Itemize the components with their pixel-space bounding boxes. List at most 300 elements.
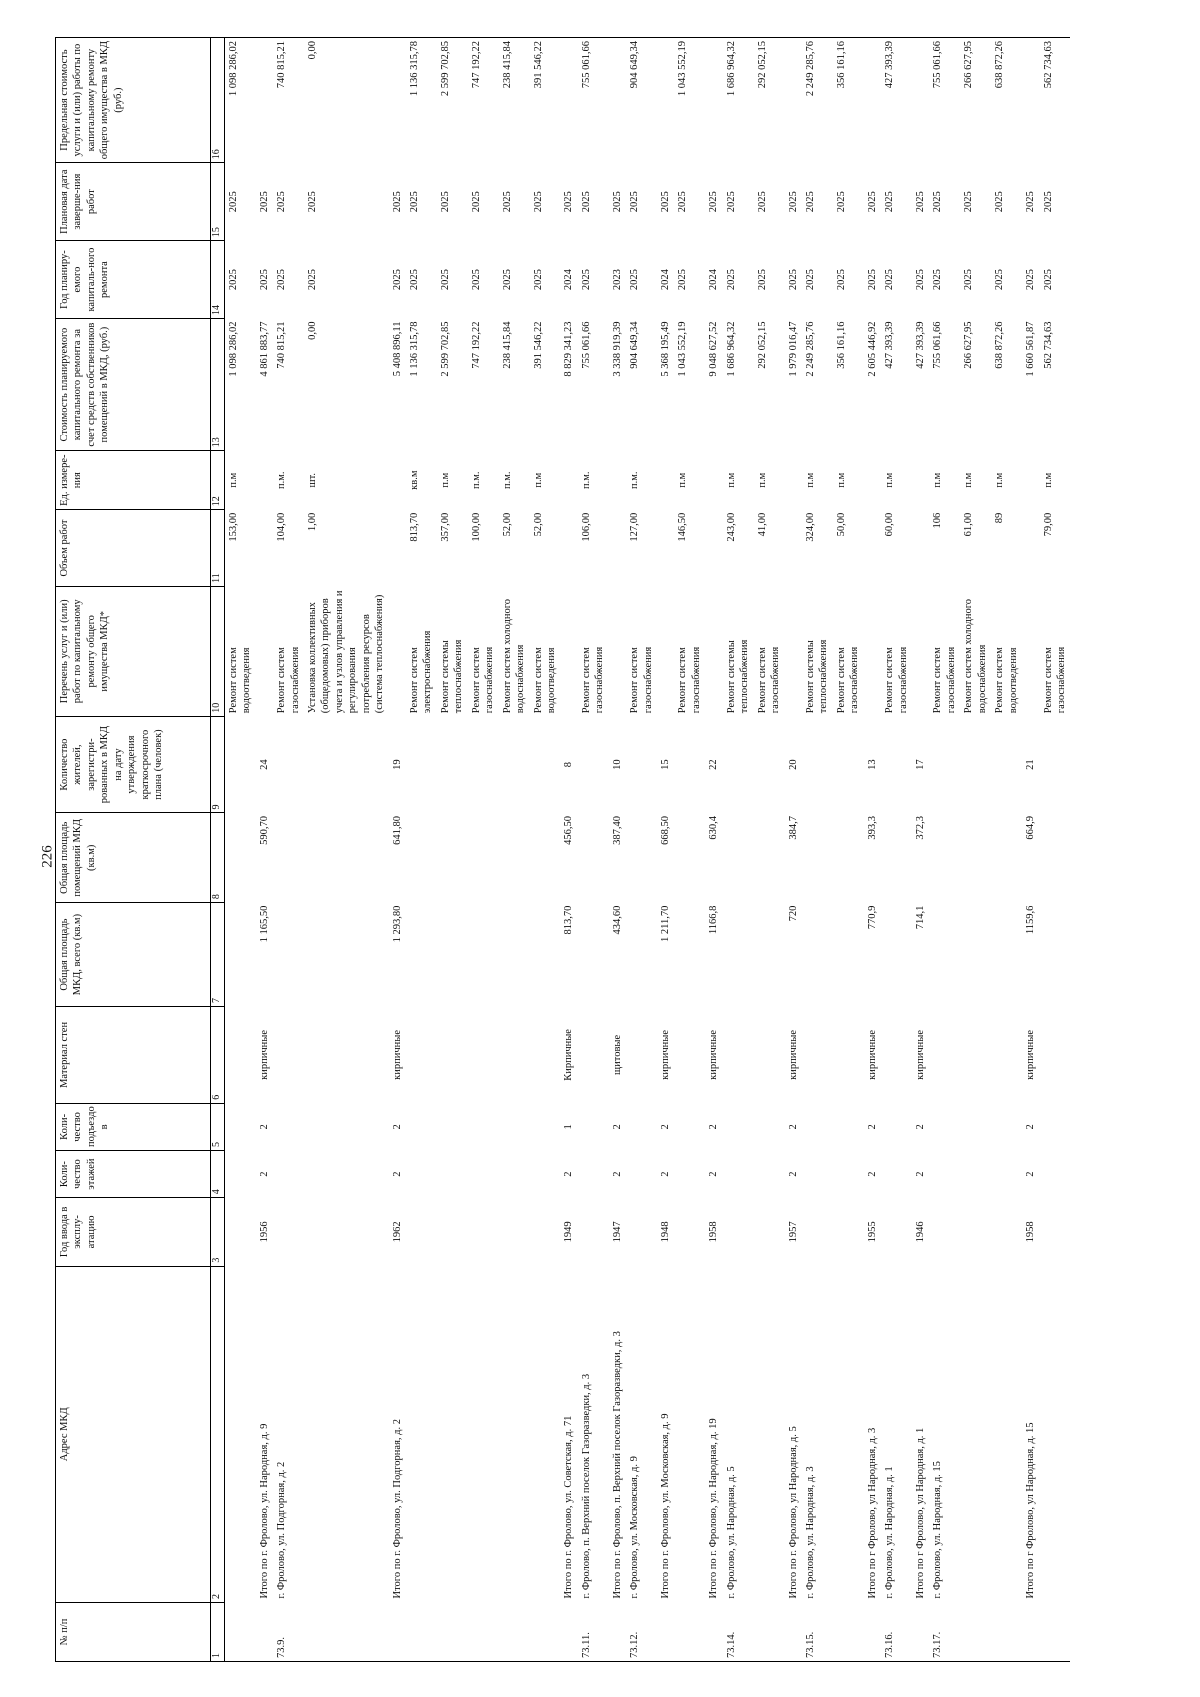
unit: п.м. (470, 471, 482, 489)
work-volume: 357,00 (439, 512, 451, 542)
premises-area (929, 813, 960, 903)
total-area (754, 903, 785, 1007)
header-cell: Год ввода в эксплу-атацию (56, 1198, 211, 1266)
completion-date: 2025 (563, 191, 575, 213)
year-built: 1947 (611, 1221, 623, 1243)
total-area (578, 903, 609, 1007)
residents (578, 716, 609, 813)
unit: п.м (963, 472, 975, 488)
planned-cost: 1 136 315,78 (409, 321, 421, 377)
floors: 2 (1025, 1171, 1037, 1177)
year-built (723, 1198, 754, 1266)
work-volume: 52,00 (532, 512, 544, 537)
premises-area (833, 813, 864, 903)
premises-area (437, 813, 468, 903)
row-number (1040, 1603, 1071, 1662)
row-number (256, 1603, 273, 1662)
floors (273, 1150, 304, 1197)
floors (960, 1150, 991, 1197)
total-area (273, 903, 304, 1007)
premises-area (723, 813, 754, 903)
address (224, 1266, 255, 1602)
residents: 8 (563, 761, 575, 768)
work-volume: 153,00 (224, 510, 255, 587)
address (499, 1266, 530, 1602)
header-row (56, 38, 211, 1662)
total-area (499, 903, 530, 1007)
planned-cost: 904 649,34 (629, 321, 641, 369)
header-cell: Адрес МКД (56, 1266, 211, 1602)
total-area (626, 903, 657, 1007)
column-number: 2 (211, 1266, 225, 1602)
unit: п.м (1042, 472, 1054, 488)
row-number (991, 1603, 1022, 1662)
header-cell: Количество жителей, зарегистри-рованных в МКД на дату утверждения краткосрочного плана (человек) (56, 716, 211, 813)
address (960, 1266, 991, 1602)
repair-year: 2025 (835, 269, 847, 291)
repair-year: 2025 (915, 269, 927, 291)
work-volume (705, 510, 722, 587)
year-built (304, 1198, 389, 1266)
floors (881, 1150, 912, 1197)
completion-date: 2025 (391, 191, 403, 213)
work-type (609, 586, 626, 716)
unit (256, 451, 273, 510)
address: Итого по г. Фролово, ул. Московская, д. 9 (660, 1413, 672, 1599)
repair-year: 2025 (532, 269, 544, 291)
work-type (256, 586, 273, 716)
entrances (960, 1103, 991, 1150)
entrances (499, 1103, 530, 1150)
repair-year: 2025 (224, 241, 255, 319)
work-volume: 89 (994, 512, 1006, 524)
max-cost: 238 415,84 (499, 38, 530, 163)
work-volume: 52,00 (501, 512, 513, 537)
total-area (674, 903, 705, 1007)
max-cost: 2 599 702,85 (437, 38, 468, 163)
entrances (437, 1103, 468, 1150)
rotated-table-area (55, 37, 1160, 1662)
entrances (1040, 1103, 1071, 1150)
entrances (530, 1103, 561, 1150)
page-number: 226 (39, 845, 56, 868)
floors: 2 (787, 1171, 799, 1177)
residents (437, 716, 468, 813)
table-row (929, 38, 960, 1662)
total-area (723, 903, 754, 1007)
residents: 13 (866, 759, 878, 770)
header-cell: Общая площадь МКД, всего (кв.м) (56, 903, 211, 1007)
entrances (406, 1103, 437, 1150)
completion-date: 2025 (532, 191, 544, 213)
max-cost (560, 38, 577, 163)
max-cost: 0,00 (304, 38, 389, 163)
floors (1040, 1150, 1071, 1197)
floors: 2 (258, 1171, 270, 1177)
repair-year: 2025 (932, 269, 944, 291)
wall-material (406, 1007, 437, 1104)
entrances: 2 (660, 1124, 672, 1130)
table-row (578, 38, 609, 1662)
residents (304, 716, 389, 813)
address: Итого по г. Фролово, п. Верхний поселок Газоразведки, д. 3 (611, 1331, 623, 1599)
wall-material: щитовые (611, 1034, 623, 1075)
completion-date: 2025 (932, 191, 944, 213)
table-row (609, 38, 626, 1662)
work-type (389, 586, 406, 716)
wall-material: кирпичные (258, 1029, 270, 1080)
planned-cost: 1 043 552,19 (677, 321, 689, 377)
unit: п.м (884, 472, 896, 488)
completion-date: 2025 (835, 191, 847, 213)
unit: п.м (677, 472, 689, 488)
planned-cost: 2 249 285,76 (804, 321, 816, 377)
completion-date: 2025 (306, 191, 318, 213)
repair-year: 2024 (563, 269, 575, 291)
max-cost: 740 815,21 (273, 38, 304, 163)
floors (578, 1150, 609, 1197)
row-number (499, 1603, 530, 1662)
max-cost: 747 192,22 (468, 38, 499, 163)
premises-area (960, 813, 991, 903)
work-type: Ремонт систем водоотведения (224, 586, 255, 716)
table-row (657, 38, 674, 1662)
unit (389, 451, 406, 510)
work-volume: 41,00 (756, 512, 768, 537)
planned-cost: 5 368 195,49 (660, 321, 672, 377)
year-built: 1946 (915, 1221, 927, 1243)
work-type: Ремонт системы теплоснабжения (804, 639, 830, 714)
total-area: 1 293,80 (391, 905, 403, 943)
planned-cost: 638 872,26 (994, 321, 1006, 369)
floors: 2 (611, 1171, 623, 1177)
floors: 2 (391, 1171, 403, 1177)
work-type: Ремонт систем газоснабжения (470, 646, 496, 714)
address (674, 1266, 705, 1602)
repair-year: 2025 (409, 269, 421, 291)
completion-date: 2025 (756, 191, 768, 213)
wall-material (437, 1007, 468, 1104)
max-cost: 755 061,66 (929, 38, 960, 163)
max-cost (705, 38, 722, 163)
unit: п.м (932, 472, 944, 488)
repair-year: 2025 (276, 269, 288, 291)
residents (960, 716, 991, 813)
repair-year: 2025 (756, 269, 768, 291)
repair-year: 2025 (470, 269, 482, 291)
residents: 17 (915, 759, 927, 770)
table-row (1040, 38, 1071, 1662)
max-cost: 904 649,34 (626, 38, 657, 163)
max-cost: 1 043 552,19 (674, 38, 705, 163)
address (833, 1266, 864, 1602)
year-built (991, 1198, 1022, 1266)
planned-cost: 1 098 286,02 (224, 319, 255, 451)
wall-material: кирпичные (1025, 1029, 1037, 1080)
wall-material: кирпичные (391, 1029, 403, 1080)
floors (991, 1150, 1022, 1197)
work-type (785, 586, 802, 716)
address: Итого по г Фролово, ул Народная, д. 3 (866, 1427, 878, 1599)
unit: п.м. (580, 471, 592, 489)
floors (224, 1150, 255, 1197)
max-cost (785, 38, 802, 163)
row-number (785, 1603, 802, 1662)
work-type (705, 586, 722, 716)
year-built (468, 1198, 499, 1266)
wall-material (833, 1007, 864, 1104)
premises-area: 590,70 (258, 815, 270, 845)
header-cell: Перечень услуг и (или) работ по капитальному ремонту общего имущества МКД* (56, 586, 211, 716)
floors (929, 1150, 960, 1197)
entrances (991, 1103, 1022, 1150)
column-number: 8 (211, 813, 225, 903)
max-cost: 1 098 286,02 (224, 38, 255, 163)
work-volume: 50,00 (835, 512, 847, 537)
total-area (991, 903, 1022, 1007)
work-type: Ремонт систем холодного водоснабжения (501, 599, 527, 714)
unit: п.м (804, 472, 816, 488)
planned-cost: 1 686 964,32 (725, 321, 737, 377)
work-type (864, 586, 881, 716)
wall-material (499, 1007, 530, 1104)
year-built: 1949 (563, 1221, 575, 1243)
row-number (960, 1603, 991, 1662)
completion-date: 2025 (866, 191, 878, 213)
entrances: 2 (866, 1124, 878, 1130)
planned-cost: 427 393,39 (915, 321, 927, 369)
entrances: 1 (563, 1124, 575, 1130)
max-cost (256, 38, 273, 163)
floors (674, 1150, 705, 1197)
planned-cost: 4 861 883,77 (258, 321, 270, 377)
address: г. Фролово, ул. Народная, д. 3 (804, 1466, 816, 1599)
table-row (785, 38, 802, 1662)
planned-cost: 740 815,21 (276, 321, 288, 369)
wall-material (723, 1007, 754, 1104)
row-number (224, 1603, 255, 1662)
planned-cost: 2 605 446,92 (866, 321, 878, 377)
entrances: 2 (258, 1124, 270, 1130)
header-cell: Стоимость планируемого капитального ремонта за счет средств собственников помещений в МКД, (руб.) (56, 319, 211, 451)
premises-area (578, 813, 609, 903)
residents (674, 716, 705, 813)
year-built (754, 1198, 785, 1266)
repair-year: 2025 (439, 269, 451, 291)
wall-material (468, 1007, 499, 1104)
completion-date: 2025 (409, 191, 421, 213)
max-cost (912, 38, 929, 163)
entrances (802, 1103, 833, 1150)
max-cost: 1 136 315,78 (406, 38, 437, 163)
unit (609, 451, 626, 510)
planned-cost: 391 546,22 (532, 321, 544, 369)
planned-cost: 747 192,22 (470, 321, 482, 369)
row-number: 73.11. (578, 1603, 609, 1662)
table-row (256, 38, 273, 1662)
total-area (406, 903, 437, 1007)
planned-cost: 5 408 896,11 (391, 321, 403, 377)
year-built (530, 1198, 561, 1266)
repair-year: 2025 (677, 269, 689, 291)
residents: 19 (391, 759, 403, 770)
year-built (929, 1198, 960, 1266)
repair-year: 2025 (580, 269, 592, 291)
unit: п.м (532, 472, 544, 488)
premises-area: 456,50 (563, 815, 575, 845)
completion-date: 2025 (884, 191, 896, 213)
repair-plan-table (55, 37, 1070, 1662)
work-type: Ремонт систем газоснабжения (1042, 646, 1067, 714)
premises-area (754, 813, 785, 903)
completion-date: 2025 (708, 191, 720, 213)
planned-cost: 1 660 561,87 (1025, 321, 1037, 377)
work-volume (609, 510, 626, 587)
row-number (833, 1603, 864, 1662)
premises-area: 641,80 (391, 815, 403, 845)
premises-area (881, 813, 912, 903)
work-volume (560, 510, 577, 587)
unit: п.м. (276, 471, 288, 489)
residents (929, 716, 960, 813)
total-area: 1 165,50 (258, 905, 270, 943)
row-number (560, 1603, 577, 1662)
completion-date: 2025 (276, 191, 288, 213)
address: Итого по г. Фролово, ул. Народная, д. 9 (258, 1423, 270, 1599)
max-cost (1022, 38, 1039, 163)
max-cost: 356 161,16 (833, 38, 864, 163)
wall-material (530, 1007, 561, 1104)
repair-year: 2025 (804, 269, 816, 291)
unit: п.м. (629, 471, 641, 489)
wall-material (626, 1007, 657, 1104)
premises-area: 372,3 (915, 815, 927, 840)
table-row (754, 38, 785, 1662)
work-volume (256, 510, 273, 587)
total-area (304, 903, 389, 1007)
entrances (224, 1103, 255, 1150)
address (991, 1266, 1022, 1602)
completion-date: 2025 (439, 191, 451, 213)
entrances: 2 (611, 1124, 623, 1130)
wall-material (754, 1007, 785, 1104)
residents (406, 716, 437, 813)
premises-area (626, 813, 657, 903)
total-area (929, 903, 960, 1007)
entrances (674, 1103, 705, 1150)
work-type: Ремонт систем водоотведения (994, 647, 1019, 714)
total-area (224, 903, 255, 1007)
max-cost (389, 38, 406, 163)
work-volume: 1,00 (306, 512, 318, 532)
max-cost: 638 872,26 (991, 38, 1022, 163)
planned-cost: 562 734,63 (1042, 321, 1054, 369)
column-number: 12 (211, 451, 225, 510)
residents (833, 716, 864, 813)
work-volume: 127,00 (629, 512, 641, 542)
unit (1022, 451, 1039, 510)
wall-material (273, 1007, 304, 1104)
row-number (468, 1603, 499, 1662)
residents (530, 716, 561, 813)
year-built: 1957 (787, 1221, 799, 1243)
address: Итого по г Фролово, ул Народная, д. 15 (1025, 1422, 1037, 1599)
wall-material: кирпичные (915, 1029, 927, 1080)
residents (224, 716, 255, 813)
floors: 2 (660, 1171, 672, 1177)
floors (437, 1150, 468, 1197)
wall-material: кирпичные (866, 1029, 878, 1080)
wall-material (674, 1007, 705, 1104)
completion-date: 2025 (224, 163, 255, 241)
unit: п.м. (501, 471, 513, 489)
entrances (626, 1103, 657, 1150)
entrances (273, 1103, 304, 1150)
completion-date: 2025 (580, 191, 592, 213)
unit (785, 451, 802, 510)
completion-date: 2025 (660, 191, 672, 213)
year-built (224, 1198, 255, 1266)
year-built (406, 1198, 437, 1266)
max-cost (864, 38, 881, 163)
repair-year: 2025 (258, 269, 270, 291)
row-number (657, 1603, 674, 1662)
planned-cost: 356 161,16 (835, 321, 847, 369)
table-row (273, 38, 304, 1662)
year-built (833, 1198, 864, 1266)
total-area (437, 903, 468, 1007)
total-area: 1159,6 (1025, 905, 1037, 935)
table-row (960, 38, 991, 1662)
address: Итого по г. Фролово, ул. Подгорная, д. 2 (391, 1419, 403, 1599)
repair-year: 2025 (866, 269, 878, 291)
premises-area (1040, 813, 1071, 903)
floors: 2 (563, 1171, 575, 1177)
address (304, 1266, 389, 1602)
work-type (657, 586, 674, 716)
row-number (530, 1603, 561, 1662)
year-built: 1958 (708, 1221, 720, 1243)
table-row (560, 38, 577, 1662)
completion-date: 2025 (725, 191, 737, 213)
entrances (723, 1103, 754, 1150)
premises-area: 387,40 (611, 815, 623, 845)
wall-material (929, 1007, 960, 1104)
repair-year: 2025 (725, 269, 737, 291)
repair-year: 2025 (629, 269, 641, 291)
row-number: 73.15. (802, 1603, 833, 1662)
repair-year: 2025 (306, 269, 318, 291)
address (406, 1266, 437, 1602)
max-cost: 266 627,95 (960, 38, 991, 163)
column-number: 11 (211, 510, 225, 587)
completion-date: 2025 (787, 191, 799, 213)
unit (657, 451, 674, 510)
max-cost: 1 686 964,32 (723, 38, 754, 163)
repair-year: 2023 (611, 269, 623, 291)
year-built (499, 1198, 530, 1266)
planned-cost: 8 829 341,23 (563, 321, 575, 377)
year-built (437, 1198, 468, 1266)
table-row (802, 38, 833, 1662)
total-area: 434,60 (611, 905, 623, 935)
header-cell: Предельная стоимость услуги и (или) работы по капитальному ремонту общего имущества в МКД (руб.) (56, 38, 211, 163)
table-row (864, 38, 881, 1662)
total-area: 813,70 (563, 905, 575, 935)
row-number (437, 1603, 468, 1662)
work-type: Ремонт систем газоснабжения (677, 646, 702, 714)
entrances: 2 (1025, 1124, 1037, 1130)
